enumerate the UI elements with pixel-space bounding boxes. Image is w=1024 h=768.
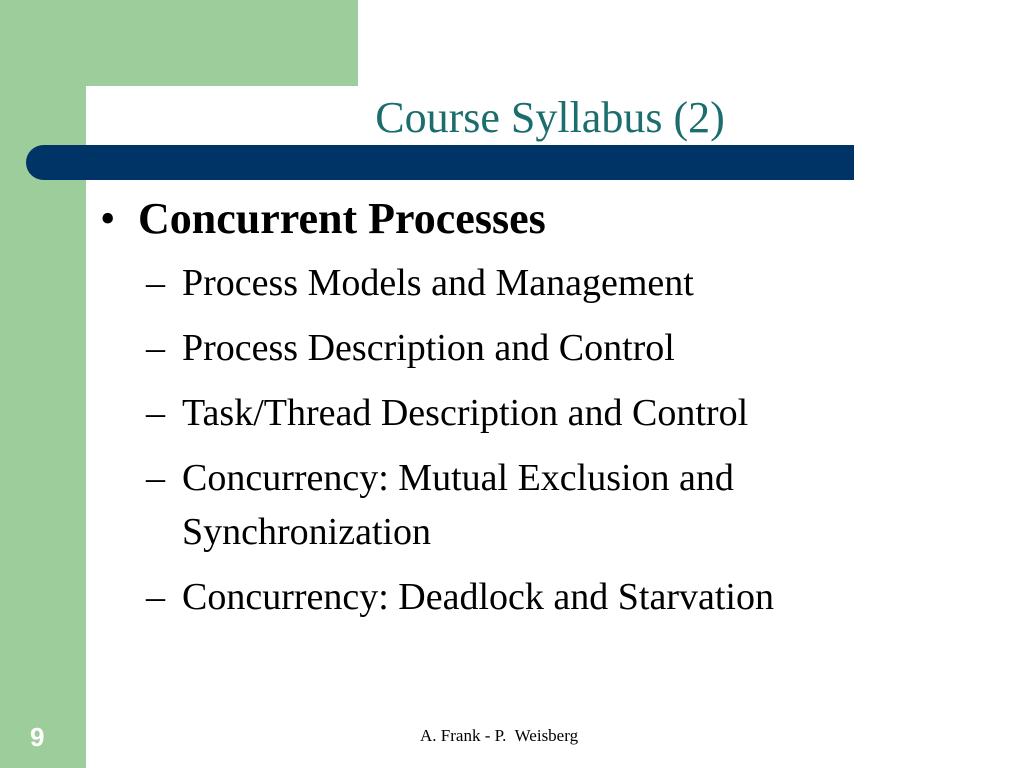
- title-underline-bar: [26, 145, 854, 180]
- bullet-item: [100, 190, 960, 248]
- dash-marker: –: [146, 392, 165, 434]
- dash-marker: –: [146, 262, 165, 304]
- sub-bullet-label: Concurrency: Deadlock and Starvation: [182, 576, 774, 618]
- left-accent-band: [0, 0, 86, 768]
- sub-bullet-label: Concurrency: Mutual Exclusion and Synchronization: [182, 457, 734, 553]
- slide-content: [100, 190, 960, 635]
- slide-title: Course Syllabus (2): [375, 93, 725, 142]
- dash-marker: –: [146, 457, 165, 499]
- sub-bullet-item: [146, 256, 960, 310]
- sub-bullet-label: Process Description and Control: [182, 327, 675, 369]
- sub-bullet-item: [146, 321, 960, 375]
- bullet-label: Concurrent Processes: [138, 194, 546, 243]
- page-number: 9: [30, 722, 45, 752]
- sub-bullet-item: [146, 451, 960, 559]
- footer-authors: A. Frank - P. Weisberg: [420, 726, 579, 745]
- dash-marker: –: [146, 576, 165, 618]
- sub-bullet-list: [100, 256, 960, 624]
- top-accent-band: [0, 0, 358, 86]
- sub-bullet-label: Process Models and Management: [182, 262, 694, 304]
- sub-bullet-label: Task/Thread Description and Control: [182, 392, 749, 434]
- sub-bullet-item: [146, 386, 960, 440]
- dash-marker: –: [146, 327, 165, 369]
- bullet-marker: •: [100, 194, 116, 243]
- sub-bullet-item: [146, 570, 960, 624]
